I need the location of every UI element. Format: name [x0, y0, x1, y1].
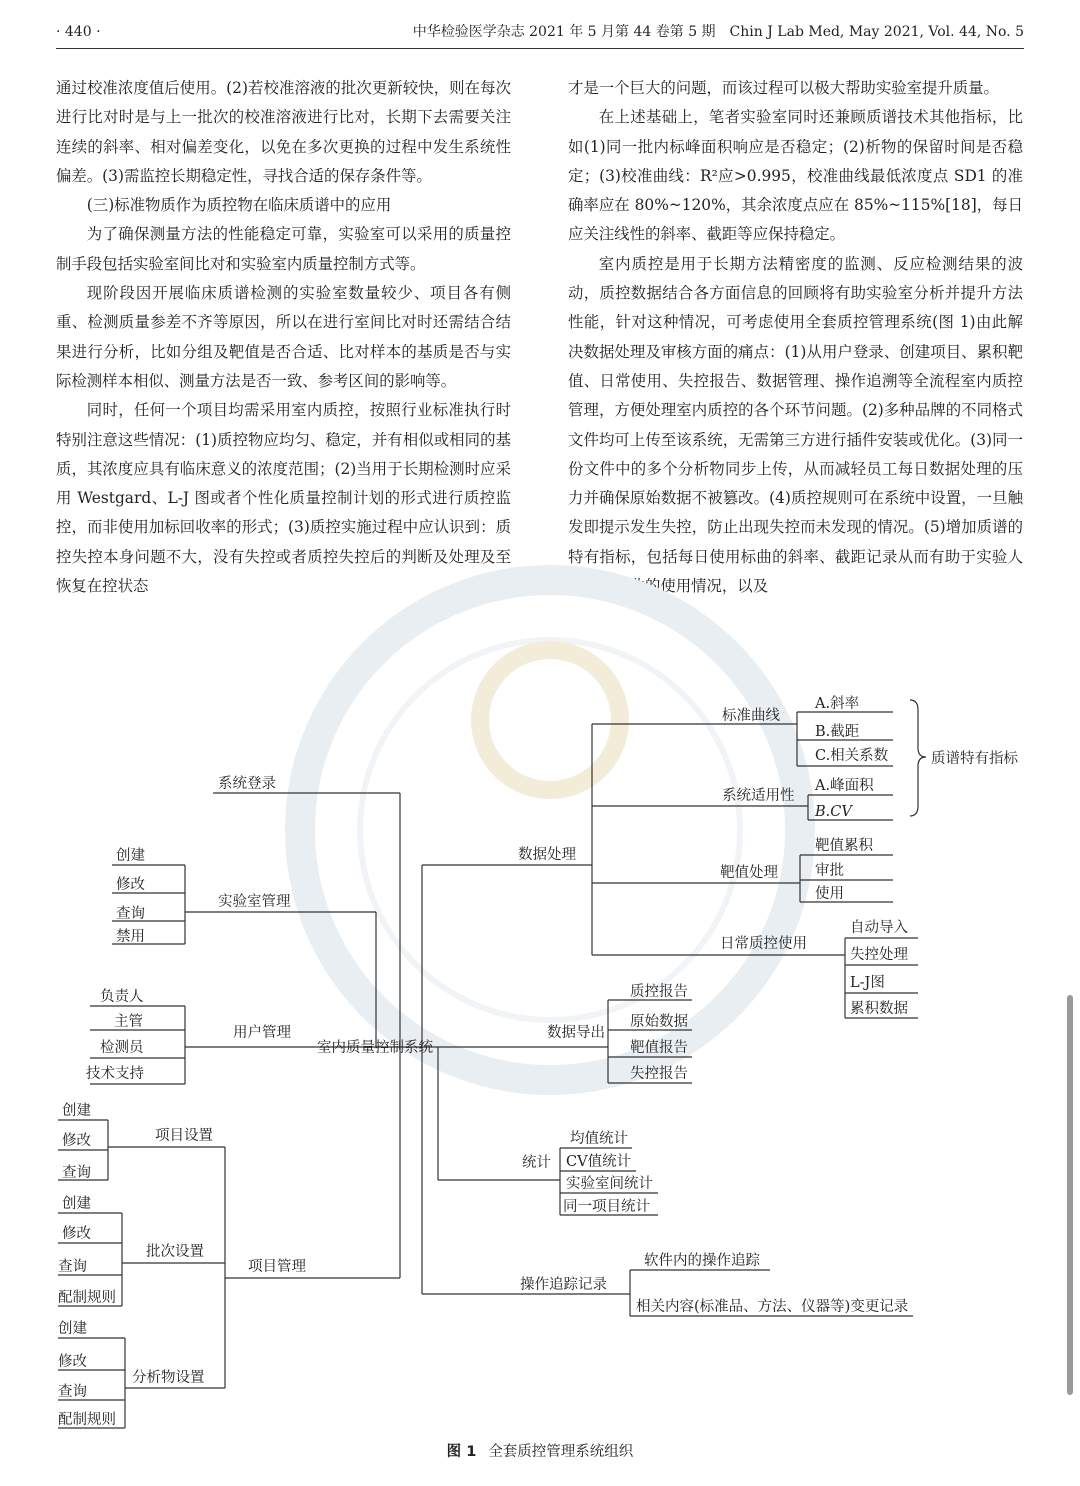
node-leaf: 创建 [62, 1196, 91, 1212]
node-leaf: B.CV [815, 804, 852, 820]
node-leaf: 创建 [58, 1321, 87, 1337]
node-leaf: 原始数据 [630, 1014, 688, 1030]
node-leaf: 查询 [116, 906, 145, 922]
node-leaf: 审批 [815, 863, 844, 879]
node-leaf: 失控处理 [850, 947, 908, 963]
tree-labels [58, 695, 1018, 1428]
node-leaf: 创建 [116, 848, 145, 864]
node-trace: 操作追踪记录 [520, 1277, 607, 1293]
node-leaf: 查询 [58, 1259, 87, 1275]
journal-citation: 中华检验医学杂志 2021 年 5 月第 44 卷第 5 期 Chin J Lab Med, May 2021, Vol. 44, No. 5 [412, 24, 1024, 40]
paragraph: 才是一个巨大的问题，而该过程可以极大帮助实验室提升质量。 [568, 79, 999, 97]
node-std-curve: 标准曲线 [722, 708, 780, 724]
node-data-processing: 数据处理 [518, 847, 576, 863]
node-ms-specific: 质谱特有指标 [931, 751, 1018, 767]
node-leaf: 使用 [815, 886, 844, 902]
node-leaf: L-J图 [850, 975, 885, 991]
node-leaf: 主管 [114, 1014, 143, 1030]
tree-connectors [58, 700, 926, 1428]
node-leaf: 负责人 [100, 989, 144, 1005]
paragraph: 现阶段因开展临床质谱检测的实验室数量较少、项目各有侧重、检测质量参差不齐等原因，所以在进行室间比对时还需结合结果进行分析，比如分组及靶值是否合适、比对样本的基质是否与实际检测样本相似、测量方法是否一致、参考区间的影响等。 [56, 284, 511, 390]
node-leaf: 均值统计 [570, 1131, 628, 1147]
node-leaf: CV值统计 [566, 1154, 632, 1170]
node-leaf: B.截距 [815, 724, 860, 740]
node-leaf: 实验室间统计 [566, 1176, 653, 1192]
scrollbar-thumb[interactable] [1067, 995, 1073, 1395]
node-leaf: A.峰面积 [815, 778, 874, 794]
node-leaf: 质控报告 [630, 984, 688, 1000]
node-leaf: 技术支持 [86, 1066, 144, 1082]
node-user-mgmt: 用户管理 [233, 1025, 291, 1041]
node-leaf: 自动导入 [850, 920, 908, 936]
node-leaf: 相关内容(标准品、方法、仪器等)变更记录 [636, 1299, 909, 1315]
node-leaf: A.斜率 [815, 696, 860, 712]
node-leaf: 禁用 [116, 929, 145, 945]
paragraph: 室内质控是用于长期方法精密度的监测、反应检测结果的波动，质控数据结合各方面信息的回顾将有助实验室分析并提升方法性能，针对这种情况，可考虑使用全套质控管理系统(图 1)由此解决数据处理及审核方面的痛点：(1)从用户登录、创建项目、累积靶值、日常使用、失控报告、数据管理、操作追溯等全流程室内质控管理，方便处理室内质控的各个环节问题。(2)多种品牌的不同格式文件均可上传至该系统，无需第三方进行插件安装或优化。(3)同一份文件中的多个分析物同步上传，从而减轻员工每日数据处理的压力并确保原始数据不被篡改。(4)质控规则可在系统中设置，一旦触发即提示发生失控，防止出现失控而未发现的情况。(5)增加质谱的特有指标，包括每日使用标曲的斜率、截距记录从而有助于实验人员关注标曲的使用情况，以及 [568, 254, 1023, 596]
node-leaf: 同一项目统计 [563, 1199, 650, 1215]
node-leaf: 检测员 [100, 1040, 144, 1056]
node-leaf: 修改 [116, 877, 145, 893]
paragraph: 为了确保测量方法的性能稳定可靠，实验室可以采用的质量控制手段包括实验室间比对和实验室内质量控制方式等。 [56, 225, 511, 273]
node-suitability: 系统适用性 [722, 788, 795, 804]
node-leaf: 累积数据 [850, 1001, 908, 1017]
node-leaf: 软件内的操作追踪 [644, 1253, 760, 1269]
node-analyte-setup: 分析物设置 [132, 1370, 205, 1386]
node-project-mgmt: 项目管理 [248, 1259, 306, 1275]
page-number: · 440 · [56, 24, 101, 40]
node-target: 靶值处理 [720, 865, 778, 881]
figure-number: 图 1 [446, 1444, 477, 1460]
node-lab-mgmt: 实验室管理 [218, 894, 291, 910]
paragraph: 通过校准浓度值后使用。(2)若校准溶液的批次更新较快，则在每次进行比对时是与上一批次的校准溶液进行比对，长期下去需要关注连续的斜率、相对偏差变化，以免在多次更换的过程中发生系统性偏差。(3)需监控长期稳定性，寻找合适的保存条件等。 [56, 79, 511, 185]
node-leaf: 失控报告 [630, 1066, 688, 1082]
node-leaf: 修改 [62, 1226, 91, 1242]
node-login: 系统登录 [218, 776, 276, 792]
node-data-export: 数据导出 [547, 1025, 605, 1041]
node-leaf: 靶值累积 [815, 838, 873, 854]
node-statistics: 统计 [522, 1155, 551, 1171]
node-leaf: C.相关系数 [815, 748, 889, 764]
node-leaf: 修改 [62, 1133, 91, 1149]
node-leaf: 查询 [62, 1165, 91, 1181]
node-project-setup: 项目设置 [155, 1128, 213, 1144]
paragraph: 同时，任何一个项目均需采用室内质控，按照行业标准执行时特别注意这些情况：(1)质控物应均匀、稳定，并有相似或相同的基质，其浓度应具有临床意义的浓度范围；(2)当用于长期检测时应采用 Westgard、L-J 图或者个性化质量控制计划的形式进行质控监控，而非使用加标回收率的形式；(3)质控实施过程中应认识到：质控失控本身问题不大，没有失控或者质控失控后的判断及处理及至恢复在控状态 [56, 401, 511, 596]
node-leaf: 靶值报告 [630, 1040, 688, 1056]
node-daily: 日常质控使用 [720, 936, 807, 952]
node-leaf: 修改 [58, 1354, 87, 1370]
node-leaf: 配制规则 [58, 1290, 116, 1306]
paragraph: (三)标准物质作为质控物在临床质谱中的应用 [86, 196, 392, 215]
node-leaf: 配制规则 [58, 1412, 116, 1428]
figure-title: 全套质控管理系统组织 [488, 1444, 634, 1460]
figure-caption [0, 1440, 1080, 1461]
node-batch-setup: 批次设置 [146, 1244, 204, 1260]
paragraph: 在上述基础上，笔者实验室同时还兼顾质谱技术其他指标，比如(1)同一批内标峰面积响应是否稳定；(2)析物的保留时间是否稳定；(3)校准曲线：R²应>0.995，校准曲线最低浓度点 SD1 的准确率应在 80%~120%，其余浓度点应在 85%~115%[18]，每日应关注线性的斜率、截距等应保持稳定。 [568, 108, 1023, 244]
node-leaf: 创建 [62, 1103, 91, 1119]
node-root: 室内质量控制系统 [317, 1040, 433, 1056]
node-leaf: 查询 [58, 1384, 87, 1400]
